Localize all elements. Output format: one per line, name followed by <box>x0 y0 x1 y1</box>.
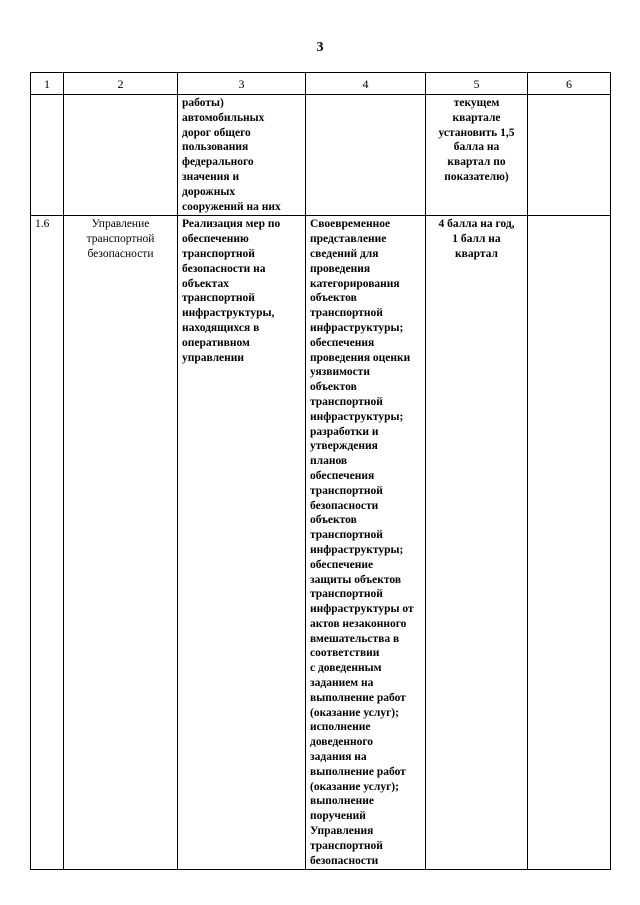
criteria-cell <box>306 95 426 216</box>
criteria-table <box>30 72 611 870</box>
header-cell-1: 1 <box>31 73 64 95</box>
table-row <box>31 95 611 216</box>
department-cell: Управление транспортной безопасности <box>64 216 178 870</box>
header-cell-4: 4 <box>306 73 426 95</box>
measure-cell: Реализация мер по обеспечению транспортной безопасности на объектах транспортной инфраструктуры, находящихся в оперативном управлении <box>178 216 306 870</box>
page-number: 3 <box>316 40 324 55</box>
row-number-cell: 1.6 <box>31 216 64 870</box>
note-cell <box>528 95 611 216</box>
criteria-cell: Своевременное представление сведений для проведения категорирования объектов транспортной инфраструктуры; обеспечения проведения оценки уязвимости объектов транспортной инфраструктуры; разработки и утверждения планов обеспечения транспортной безопасности объектов транспортной инфраструктуры; обеспечение защиты объектов транспортной инфраструктуры от актов незаконного вмешательства в соответствии с доведенным заданием на выполнение работ (оказание услуг); исполнение доведенного задания на выполнение работ (оказание услуг); выполнение поручений Управления транспортной безопасности <box>306 216 426 870</box>
measure-cell: работы) автомобильных дорог общего пользования федерального значения и дорожных сооружений на них <box>178 95 306 216</box>
header-cell-2: 2 <box>64 73 178 95</box>
header-cell-3: 3 <box>178 73 306 95</box>
header-cell-5: 5 <box>426 73 528 95</box>
table-header-row <box>31 73 611 95</box>
table-row <box>31 216 611 870</box>
row-number-cell <box>31 95 64 216</box>
note-cell <box>528 216 611 870</box>
header-cell-6: 6 <box>528 73 611 95</box>
score-cell: текущем квартале установить 1,5 балла на квартал по показателю) <box>426 95 528 216</box>
department-cell <box>64 95 178 216</box>
score-cell: 4 балла на год, 1 балл на квартал <box>426 216 528 870</box>
